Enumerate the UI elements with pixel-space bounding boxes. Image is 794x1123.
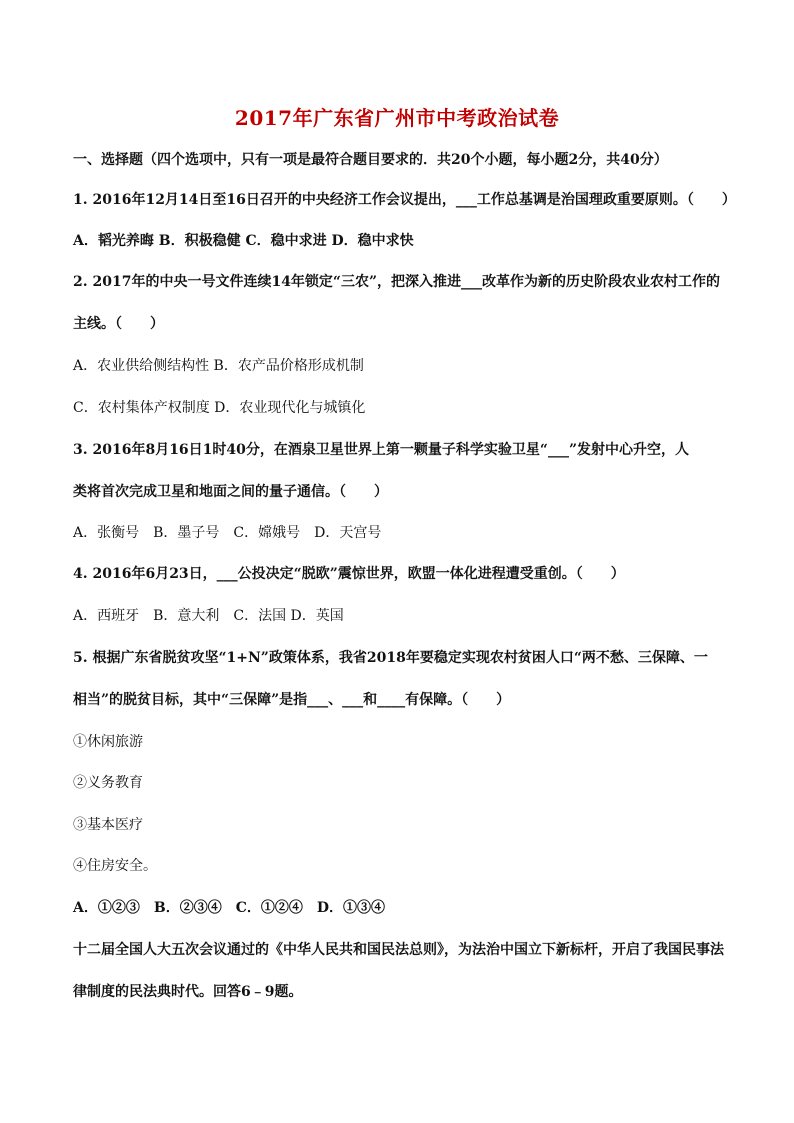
question-2-stem-line-2: 主线。（ ） [73, 316, 164, 332]
question-2-stem-line-1: 2. 2017年的中央一号文件连续14年锁定“三农”，把深入推进___改革作为新的历史阶段农业农村工作的 [73, 274, 721, 290]
question-2-options-line-2: C．农村集体产权制度 D．农业现代化与城镇化 [73, 400, 366, 416]
question-5-item-1: ①休闲旅游 [73, 734, 143, 750]
question-1-stem: 1. 2016年12月14日至16日召开的中央经济工作会议提出，___工作总基调是治国理政重要原则。（ ） [73, 192, 736, 208]
question-5-options: A．①②③ B．②③④ C．①②④ D．①③④ [73, 900, 385, 916]
question-1-options: A．韬光养晦 B．积极稳健 C．稳中求进 D．稳中求快 [73, 233, 414, 249]
question-5-item-2: ②义务教育 [73, 775, 143, 791]
question-3-options: A．张衡号 B．墨子号 C．嫦娥号 D．天宫号 [73, 525, 382, 541]
question-3-stem-line-2: 类将首次完成卫星和地面之间的量子通信。（ ） [73, 484, 388, 500]
question-4-stem: 4. 2016年6月23日，___公投决定“脱欧”震惊世界，欧盟一体化进程遭受重创。（ ） [73, 566, 625, 582]
question-5-item-3: ③基本医疗 [73, 817, 143, 833]
question-5-item-4: ④住房安全。 [73, 858, 157, 874]
passage-line-2: 律制度的民法典时代。回答6﹣9题。 [73, 984, 303, 1000]
section-heading: 一、选择题（四个选项中，只有一项是最符合题目要求的．共20个小题，每小题2分，共40分） [73, 152, 668, 168]
question-5-stem-line-1: 5. 根据广东省脱贫攻坚“1+N”政策体系，我省2018年要稳定实现农村贫困人口“两不愁、三保障、一 [73, 650, 708, 666]
page-title: 2017年广东省广州市中考政治试卷 [234, 106, 560, 130]
question-2-options-line-1: A．农业供给侧结构性 B．农产品价格形成机制 [73, 358, 364, 374]
question-5-stem-line-2: 相当”的脱贫目标，其中“三保障”是指___、___和____有保障。（ ） [73, 692, 511, 708]
passage-line-1: 十二届全国人大五次会议通过的《中华人民共和国民法总则》，为法治中国立下新标杆，开启了我国民事法 [73, 942, 724, 958]
question-3-stem-line-1: 3. 2016年8月16日1时40分，在酒泉卫星世界上第一颗量子科学实验卫星“___”发射中心升空，人 [73, 442, 690, 458]
question-4-options: A．西班牙 B．意大利 C．法国 D．英国 [73, 608, 344, 624]
